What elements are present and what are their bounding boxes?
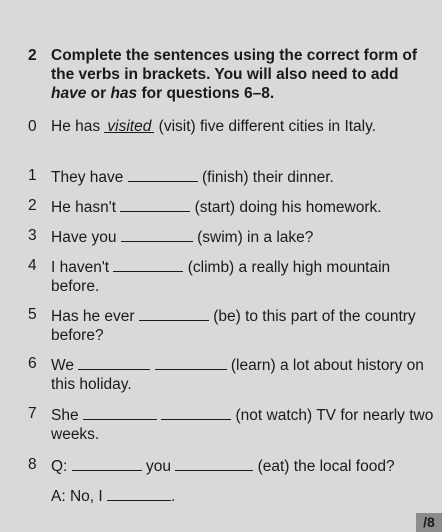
answer-blank[interactable] bbox=[120, 196, 190, 212]
worksheet-page: 2 Complete the sentences using the correct form of the verbs in brackets. You will also need to add have or has for questions 6–8. 0 He has visited (visit) five different cities in Italy. 1 They have (finish) their dinner. 2 He hasn't (start) doing his homework. 3 Have you (swim) in a lake? 4 I haven't (climb) a really high mountain before. 5 Has he ever (be) to this part of the country before? 6 We (learn) a lot about history on this holiday. 7 She (not watch) TV for nearly two weeks. 8 Q: you (eat) the local food? A: No, I . /8 bbox=[0, 0, 442, 532]
answer-blank-aux[interactable] bbox=[72, 455, 142, 471]
question-number: 8 bbox=[28, 456, 37, 473]
answer-blank-aux[interactable] bbox=[78, 354, 150, 370]
question-number: 5 bbox=[28, 306, 37, 323]
answer-blank[interactable] bbox=[139, 305, 209, 321]
question-number: 3 bbox=[28, 227, 37, 244]
answer-example: visited bbox=[104, 117, 154, 133]
question-number: 1 bbox=[28, 167, 37, 184]
answer-blank[interactable] bbox=[121, 226, 193, 242]
question-number: 4 bbox=[28, 257, 37, 274]
answer-blank-aux[interactable] bbox=[83, 404, 157, 420]
answer-blank-short[interactable] bbox=[107, 485, 171, 501]
answer-blank-verb[interactable] bbox=[155, 354, 227, 370]
question-number: 7 bbox=[28, 405, 37, 422]
answer-blank-verb[interactable] bbox=[161, 404, 231, 420]
answer-blank-verb[interactable] bbox=[175, 455, 253, 471]
exercise-number: 2 bbox=[28, 47, 37, 64]
question-number: 0 bbox=[28, 118, 37, 135]
exercise-instruction: Complete the sentences using the correct form of the verbs in brackets. You will also need to add have or has for questions 6–8. bbox=[51, 47, 418, 102]
answer-blank[interactable] bbox=[113, 256, 183, 272]
score-box: /8 bbox=[416, 513, 442, 532]
question-number: 2 bbox=[28, 197, 37, 214]
answer-blank[interactable] bbox=[128, 166, 198, 182]
question-number: 6 bbox=[28, 355, 37, 372]
